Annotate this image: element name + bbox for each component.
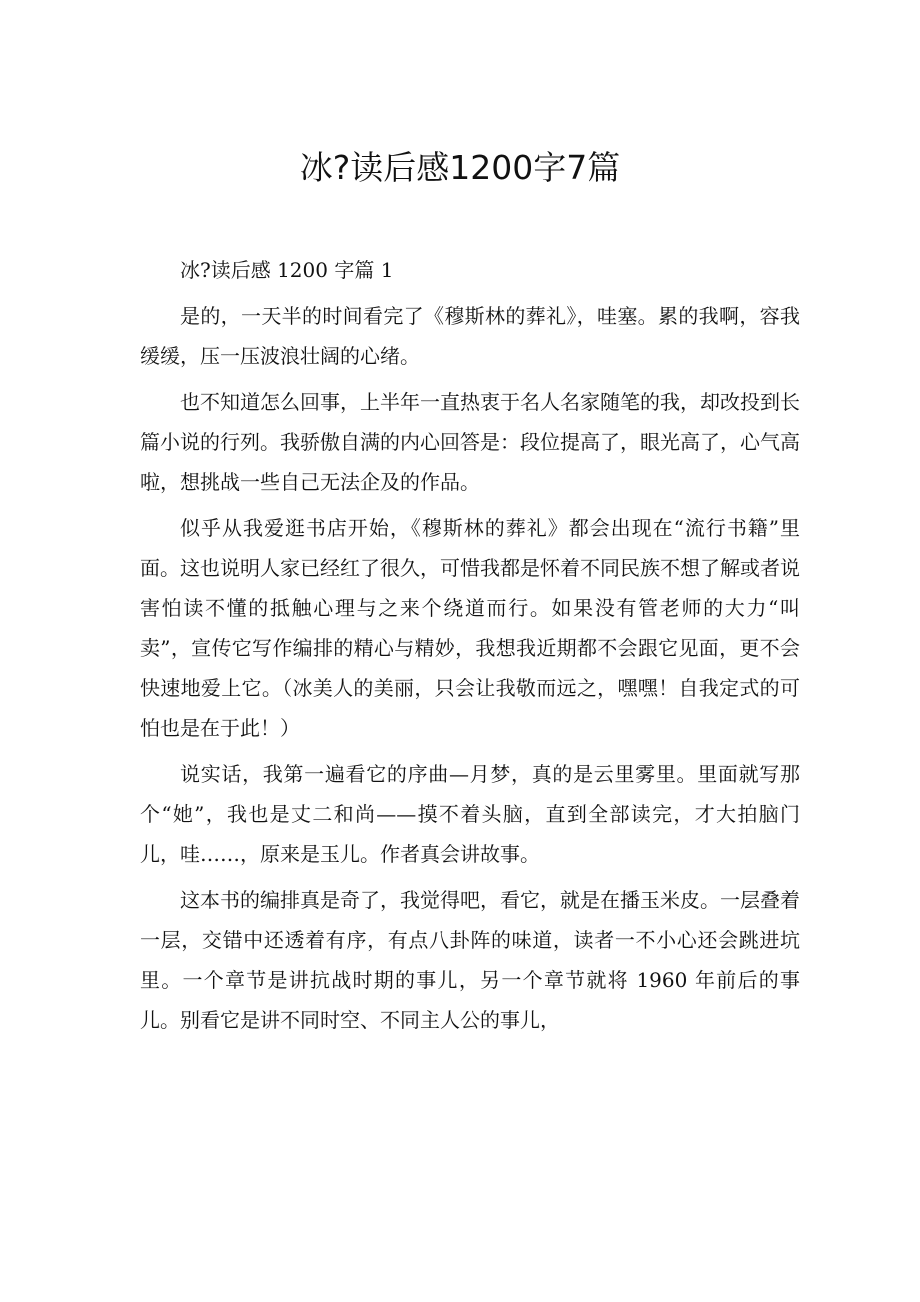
paragraph-4: 说实话，我第一遍看它的序曲—月梦，真的是云里雾里。里面就写那个“她”，我也是丈二和尚——摸不着头脑，直到全部读完，才大拍脑门儿，哇……，原来是玉儿。作者真会讲故事。 bbox=[140, 762, 800, 866]
paragraph-5: 这本书的编排真是奇了，我觉得吧，看它，就是在播玉米皮。一层叠着一层，交错中还透着有序，有点八卦阵的味道，读者一不小心还会跳进坑里。一个章节是讲抗战时期的事儿，另一个章节就将 1960 年前后的事儿。别看它是讲不同时空、不同主人公的事儿， bbox=[140, 888, 800, 1032]
paragraph-2: 也不知道怎么回事，上半年一直热衷于名人名家随笔的我，却改投到长篇小说的行列。我骄傲自满的内心回答是：段位提高了，眼光高了，心气高啦，想挑战一些自己无法企及的作品。 bbox=[140, 390, 800, 494]
section-heading: 冰?读后感 1200 字篇 1 bbox=[180, 258, 394, 282]
paragraph-3: 似乎从我爱逛书店开始，《穆斯林的葬礼》都会出现在“流行书籍”里面。这也说明人家已经红了很久，可惜我都是怀着不同民族不想了解或者说害怕读不懂的抵触心理与之来个绕道而行。如果没有管老师的大力“叫卖”，宣传它写作编排的精心与精妙，我想我近期都不会跟它见面，更不会快速地爱上它。（冰美人的美丽，只会让我敬而远之，嘿嘿！自我定式的可怕也是在于此！） bbox=[140, 516, 800, 740]
document-body bbox=[140, 250, 800, 1046]
paragraph-1: 是的，一天半的时间看完了《穆斯林的葬礼》，哇塞。累的我啊，容我缓缓，压一压波浪壮阔的心绪。 bbox=[140, 304, 800, 368]
document-title: 冰?读后感1200字7篇 bbox=[299, 148, 621, 187]
